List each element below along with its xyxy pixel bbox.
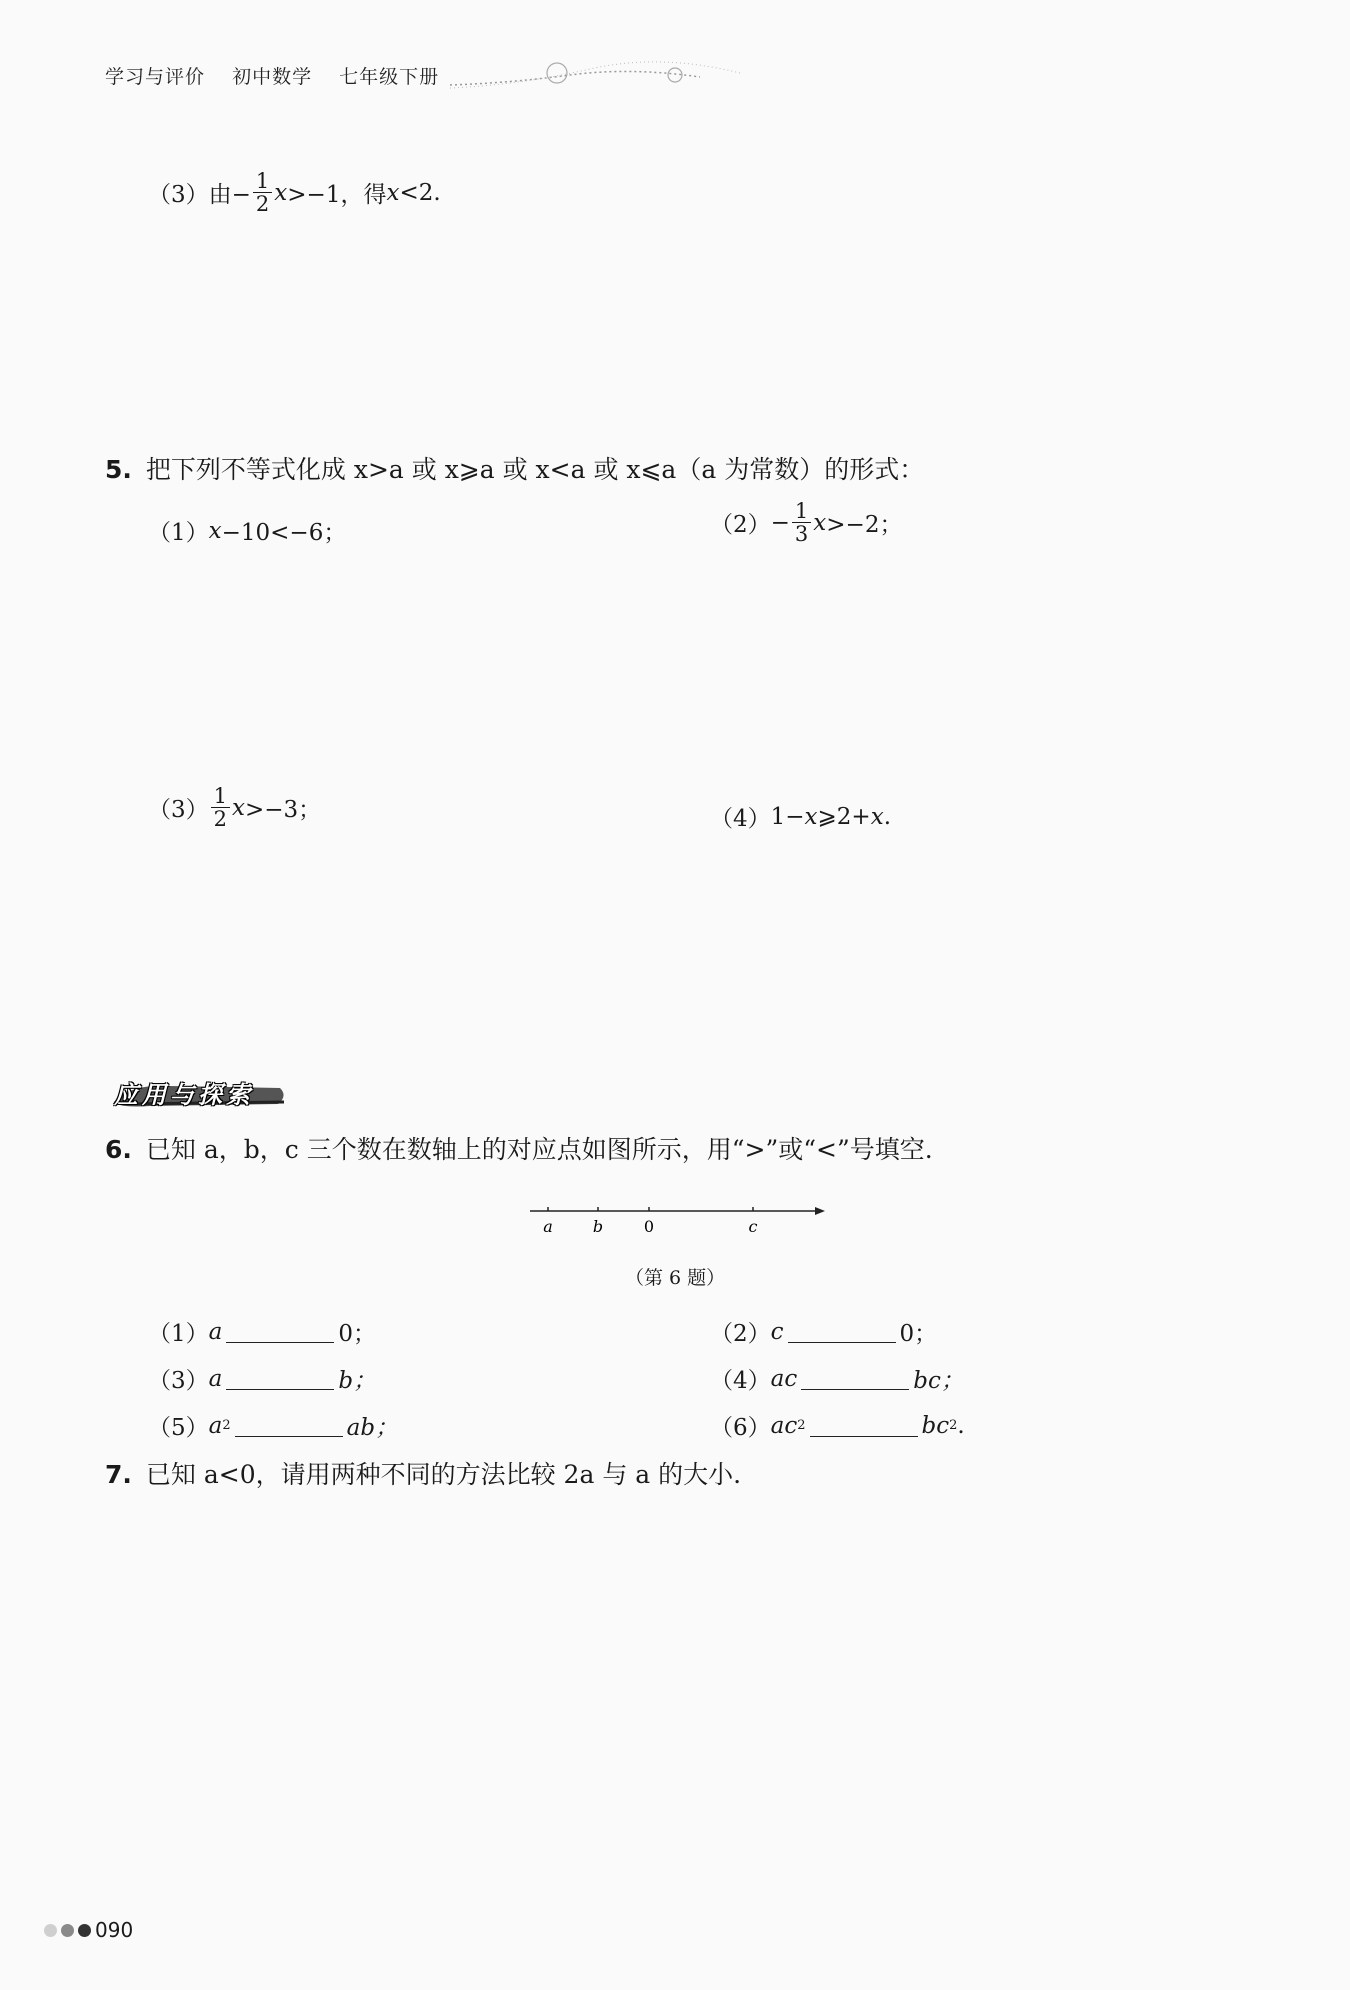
question-number: 6. — [105, 1135, 132, 1164]
running-header — [105, 62, 459, 89]
part-label: （5） — [148, 1415, 209, 1441]
part-label: （3） — [148, 797, 209, 824]
variable: x — [386, 179, 400, 206]
text-segment: . — [957, 1412, 965, 1439]
question-5 — [105, 450, 924, 486]
fraction — [792, 500, 811, 545]
prev-question-part-3 — [148, 170, 441, 215]
dot-icon — [44, 1924, 57, 1937]
text-segment: 1− — [770, 803, 805, 830]
book-title: 学习与评价 — [105, 66, 206, 88]
header-decoration — [450, 55, 750, 95]
answer-blank[interactable] — [810, 1414, 918, 1437]
expr-left: a — [208, 1412, 223, 1439]
label-c: c — [748, 1217, 758, 1236]
q5-part-4 — [710, 800, 891, 833]
dot-icon — [61, 1924, 74, 1937]
part-label: （2） — [710, 1321, 771, 1347]
q5-part-2 — [710, 500, 902, 545]
answer-blank[interactable] — [235, 1414, 343, 1437]
question-6 — [105, 1130, 933, 1166]
q6-item-4 — [710, 1362, 964, 1395]
subject-title: 初中数学 — [232, 66, 313, 88]
answer-blank[interactable] — [788, 1320, 896, 1343]
part-label: （4） — [710, 1368, 771, 1394]
variable: x — [813, 509, 827, 536]
denominator: 2 — [255, 192, 270, 217]
dot-icon — [78, 1924, 91, 1937]
text-segment: − — [770, 509, 790, 536]
part-label: （6） — [710, 1415, 771, 1441]
number-line — [525, 1195, 825, 1245]
part-label: （4） — [710, 806, 771, 832]
text-segment: . — [883, 803, 892, 830]
part-label: （3） — [148, 1368, 209, 1394]
expr-right: bc； — [913, 1368, 964, 1394]
expr-left: ac — [770, 1412, 798, 1439]
expr-left: a — [208, 1318, 223, 1345]
fraction — [211, 785, 230, 830]
expr-left: ac — [770, 1365, 798, 1392]
question-number: 5. — [105, 455, 132, 484]
label-b: b — [592, 1217, 604, 1236]
part-label: （1） — [148, 1321, 209, 1347]
text-segment: ⩾2+ — [817, 803, 871, 830]
part-label: （3） — [148, 182, 209, 209]
text-segment: −10<−6； — [221, 520, 347, 546]
page-number: 090 — [95, 1918, 134, 1942]
text-segment: <2. — [399, 179, 441, 206]
variable: x — [870, 803, 884, 830]
q5-part-1 — [148, 514, 346, 547]
arrow-head-icon — [815, 1207, 825, 1215]
expr-right: b； — [338, 1368, 377, 1394]
text-segment: >−1，得 — [287, 182, 387, 209]
variable: x — [274, 179, 288, 206]
question-7 — [105, 1455, 741, 1491]
expr-left: c — [770, 1318, 784, 1345]
expr-right: bc — [921, 1412, 950, 1439]
exponent: 2 — [949, 1418, 958, 1433]
expr-right: ab； — [346, 1415, 399, 1441]
label-zero: 0 — [643, 1217, 655, 1236]
answer-blank[interactable] — [801, 1367, 909, 1390]
page-footer — [44, 1918, 133, 1942]
variable: x — [232, 794, 245, 821]
numerator: 1 — [211, 785, 230, 808]
q5-part-3 — [148, 785, 321, 830]
fraction — [253, 170, 272, 215]
figure-caption: （第 6 题） — [625, 1267, 726, 1289]
text-segment: >−2； — [826, 512, 903, 539]
text-segment: 由− — [208, 182, 251, 209]
expr-right: 0； — [899, 1321, 938, 1347]
denominator: 2 — [213, 807, 228, 832]
exponent: 2 — [797, 1418, 806, 1433]
section-title: 应用与探索 — [114, 1081, 254, 1109]
variable: x — [208, 517, 222, 544]
q6-item-5 — [148, 1409, 398, 1442]
question-stem: 把下列不等式化成 x>a 或 x⩾a 或 x<a 或 x⩽a（a 为常数）的形式： — [145, 455, 925, 484]
answer-blank[interactable] — [226, 1320, 334, 1343]
answer-blank[interactable] — [226, 1367, 334, 1390]
grade-title: 七年级下册 — [339, 66, 440, 88]
label-a: a — [543, 1217, 553, 1236]
question-stem: 已知 a<0，请用两种不同的方法比较 2a 与 a 的大小. — [145, 1460, 742, 1489]
numerator: 1 — [253, 170, 272, 193]
numerator: 1 — [792, 500, 811, 523]
q6-item-2 — [710, 1315, 937, 1348]
question-number: 7. — [105, 1460, 132, 1489]
question-stem: 已知 a，b，c 三个数在数轴上的对应点如图所示，用“>”或“<”号填空. — [145, 1135, 933, 1164]
text-segment: >−3； — [245, 797, 322, 824]
expr-left: a — [208, 1365, 223, 1392]
q6-item-6 — [710, 1409, 965, 1442]
exponent: 2 — [222, 1418, 231, 1433]
denominator: 3 — [794, 522, 809, 547]
part-label: （1） — [148, 520, 209, 546]
q6-item-3 — [148, 1362, 376, 1395]
section-banner — [110, 1072, 288, 1110]
part-label: （2） — [710, 512, 771, 539]
variable: x — [804, 803, 818, 830]
expr-right: 0； — [338, 1321, 376, 1347]
q6-item-1 — [148, 1315, 376, 1348]
